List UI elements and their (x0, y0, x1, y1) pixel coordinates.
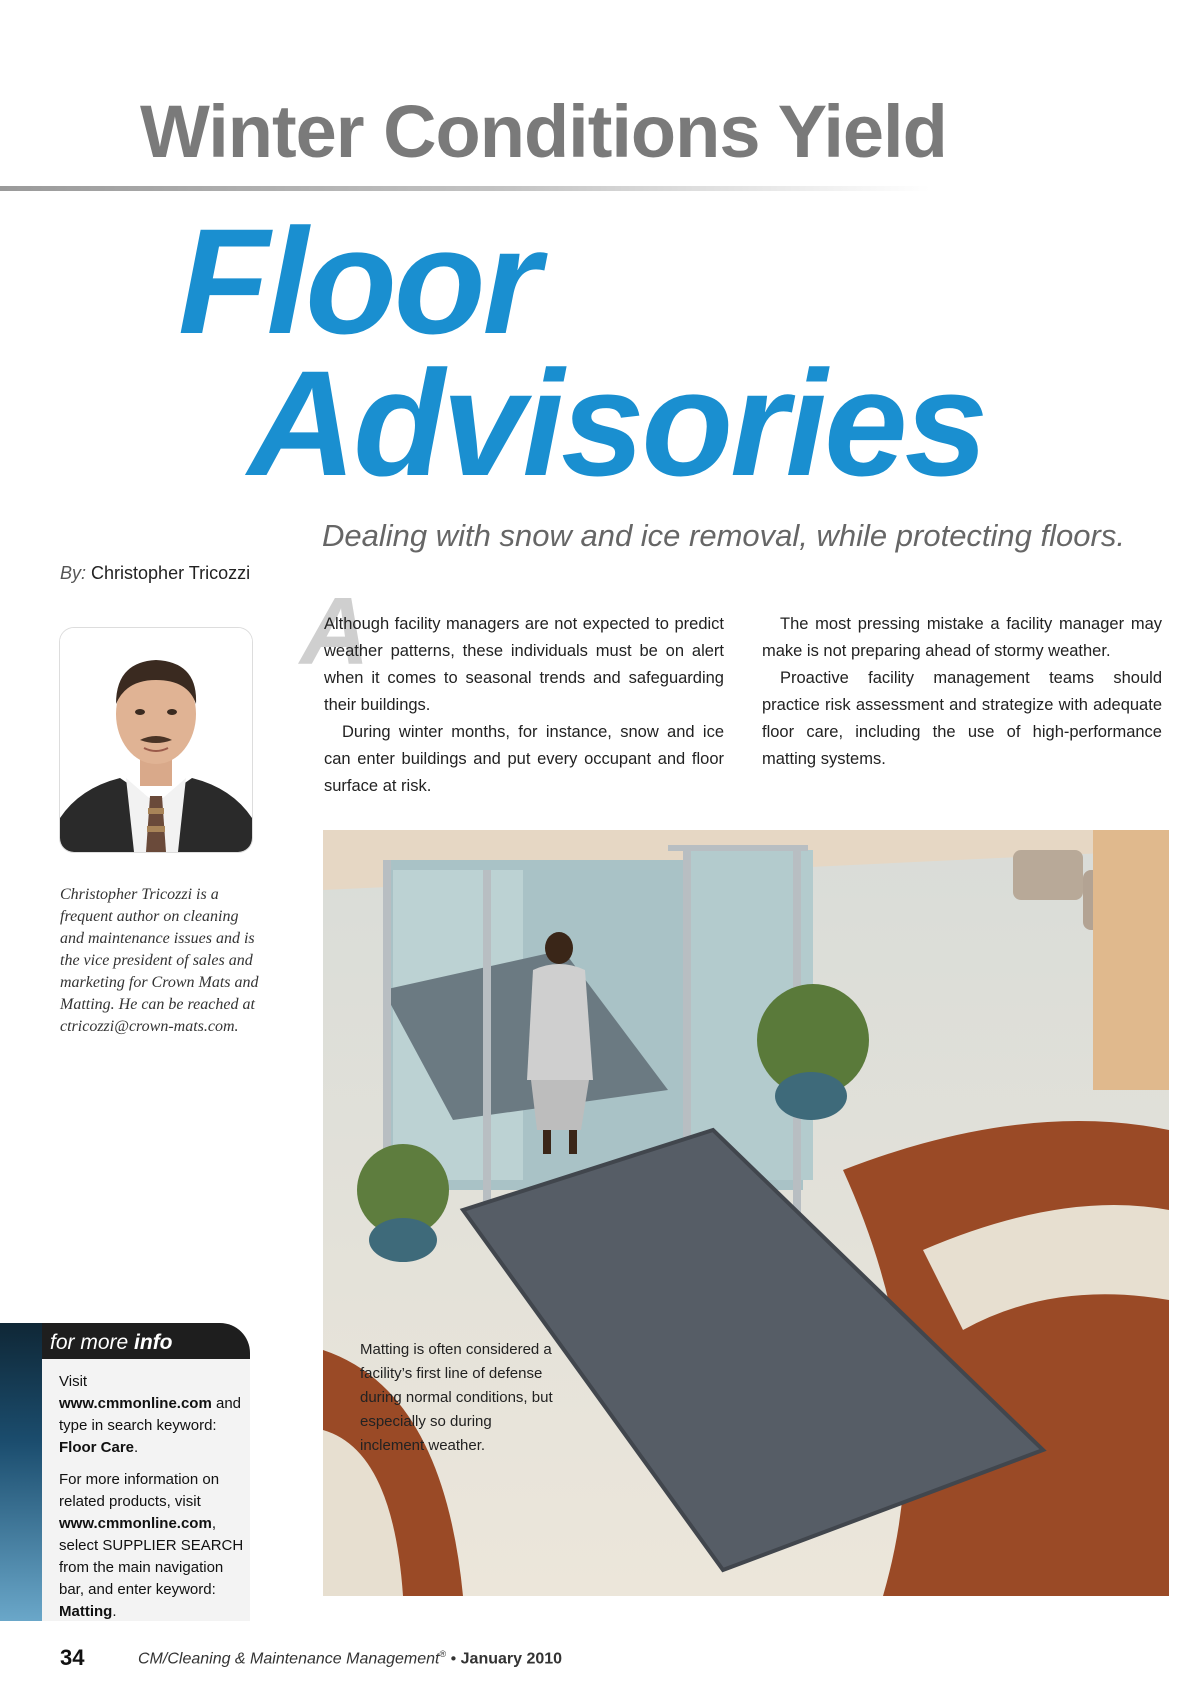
info-box-accent-bar (0, 1323, 42, 1621)
lobby-image (323, 830, 1169, 1596)
text: , select SUPPLIER SEARCH from the main navigation bar, and enter keyword: (59, 1515, 244, 1598)
paragraph: During winter months, for instance, snow and ice can enter buildings and put every occupant and floor surface at risk. (324, 723, 724, 795)
author-photo (60, 628, 252, 852)
text: . (112, 1603, 117, 1620)
paragraph: Proactive facility management teams should practice risk assessment and strategize with adequate floor care, including the use of high-performance matting systems. (762, 669, 1162, 768)
article-column-2 (762, 611, 1162, 773)
info-title-light: for more (50, 1331, 129, 1354)
text: Visit (59, 1373, 88, 1390)
issue-date: January 2010 (460, 1650, 563, 1668)
page-footer (138, 1649, 562, 1668)
info-link[interactable]: www.cmmonline.com (59, 1395, 212, 1412)
article-column-1 (324, 611, 724, 800)
info-paragraph-2 (59, 1469, 244, 1623)
page-number: 34 (60, 1645, 85, 1670)
paragraph: Although facility managers are not expected to predict weather patterns, these individuals must be on alert when it comes to seasonal trends and safeguarding their buildings. (324, 615, 724, 714)
author-bio: Christopher Tricozzi is a frequent author on cleaning and maintenance issues and is the vice president of sales and marketing for Crown Mats and Matting. He can be reached at ctricozzi@crown-mats.com. (60, 886, 259, 1035)
author-portrait-image (60, 628, 252, 852)
magazine-name: CM/Cleaning & Maintenance Management (138, 1650, 440, 1668)
info-paragraph-1 (59, 1371, 244, 1459)
byline (60, 563, 250, 584)
paragraph: The most pressing mistake a facility manager may make is not preparing ahead of stormy weather. (762, 615, 1162, 660)
heading-rule (0, 186, 930, 191)
info-title-bold: info (134, 1331, 173, 1354)
article-kicker: Winter Conditions Yield (140, 90, 947, 173)
info-link[interactable]: www.cmmonline.com (59, 1515, 212, 1532)
info-keyword: Floor Care (59, 1439, 135, 1456)
headline-line-2: Advisories (248, 339, 985, 507)
info-keyword: Matting (59, 1603, 113, 1620)
headline-line-1: Floor (178, 197, 538, 365)
drop-cap: A (300, 578, 370, 685)
byline-label: By: (60, 563, 87, 583)
article-deck: Dealing with snow and ice removal, while protecting floors. (322, 518, 1125, 553)
info-box-title (50, 1331, 173, 1355)
lobby-entrance-photo (323, 830, 1169, 1596)
photo-caption: Matting is often considered a facility’s first line of defense during normal conditions, but especially so during inclement weather. (360, 1341, 553, 1454)
text: . (134, 1439, 139, 1456)
byline-author: Christopher Tricozzi (91, 563, 251, 583)
text: For more information on related products, visit (59, 1471, 220, 1510)
footer-bullet: • (450, 1650, 457, 1668)
registered-mark: ® (439, 1649, 447, 1659)
text: and type in search keyword: (59, 1395, 242, 1434)
info-box-text (59, 1371, 244, 1633)
